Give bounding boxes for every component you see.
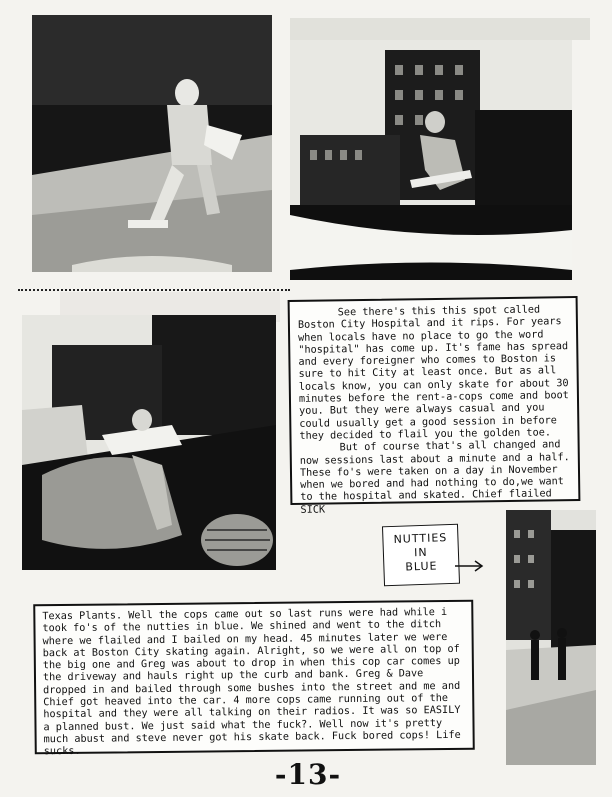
- photo-building-top-right-image: [290, 40, 572, 280]
- story-paragraph-2: But of course that's all changed and now sessions last about a minute and a half. These fo's were taken on a day in November when we bored and had nothing to do,we want to the hospital and skated. Chief flailed SICK: [299, 439, 570, 516]
- photo-skater-top-left-image: [32, 15, 272, 272]
- page-number: -13-: [274, 758, 342, 791]
- photo-cops-bottom-right-image: [506, 510, 596, 765]
- photo-hospital-middle-left-image: [22, 315, 276, 570]
- photo-cops-bottom-right: [506, 510, 596, 765]
- scan-smudge: [290, 18, 590, 40]
- label-line-2: IN: [413, 545, 428, 560]
- label-line-3: BLUE: [405, 559, 438, 574]
- dotted-divider: [18, 289, 290, 291]
- story-textbox-top: [288, 296, 581, 516]
- story-paragraph-1: See there's this this spot called Boston City Hospital and it rips. For years when locals have no place to go the word "hospital" has come up. It's fame has spread and every foreigner who comes to Boston is sure to hit City at least once. But as all locals know, you can only skate for about 30 minutes before the rent-a-cops come and boot you. But they were always casual and you could usually get a good session in before they decided to flail you the golden toe.: [297, 304, 569, 442]
- photo-hospital-middle-left: [22, 315, 276, 570]
- label-line-1: NUTTIES: [393, 531, 448, 546]
- story-textbox-bottom: [33, 600, 475, 758]
- photo-skater-top-left: [32, 15, 272, 272]
- photo-building-top-right: [290, 40, 572, 280]
- story-paragraph-3: Texas Plants. Well the cops came out so last runs were had while i took fo's of the nutties in blue. We shined and went to the ditch where we flailed and I bailed on my head. 45 minutes later we were back at Boston City skating again. Alright, so we were all on top of the big one and Greg was about to drop in when this cop car comes up the driveway and hauls right up the curb and bank. Greg & Dave dropped in and bailed through some bushes into the street and me and Chief got heaved into the car. 4 more cops came running out of the hospital and they were all talking on their radios. It was so EASILY a planned bust. We just said what the fuck?. Well now it's pretty much abust and steve never got his skate back. Fuck bored cops! Life sucks.: [42, 606, 461, 758]
- nutties-in-blue-label: [382, 524, 460, 587]
- arrow-right-icon: [455, 560, 485, 572]
